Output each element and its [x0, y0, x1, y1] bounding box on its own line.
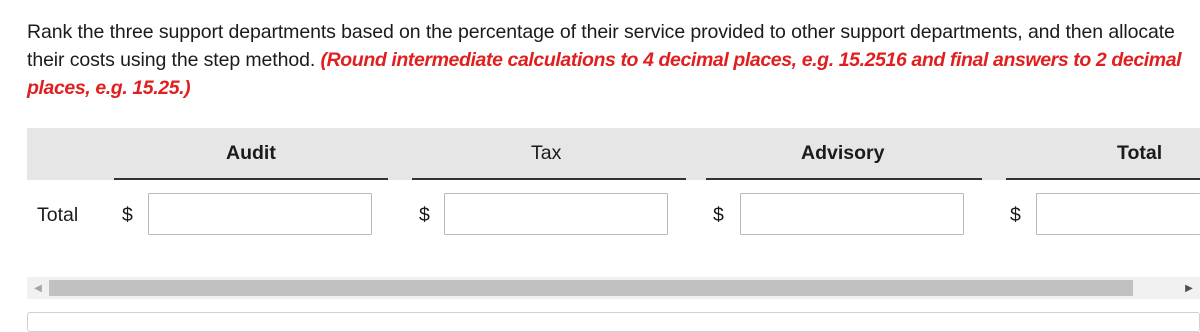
- table-header: [27, 128, 1200, 180]
- currency-symbol: $: [122, 204, 133, 226]
- audit-total-input[interactable]: [148, 193, 372, 235]
- column-header-audit: Audit: [226, 142, 276, 164]
- column-header-advisory: Advisory: [801, 142, 885, 164]
- grand-total-input[interactable]: [1036, 193, 1200, 235]
- advisory-total-input[interactable]: [740, 193, 964, 235]
- next-section-box: [27, 312, 1200, 332]
- triangle-left-icon[interactable]: ◀: [34, 282, 42, 294]
- column-rule-advisory: [706, 178, 982, 180]
- row-label-total: Total: [37, 204, 79, 226]
- tax-total-input[interactable]: [444, 193, 668, 235]
- horizontal-scrollbar[interactable]: [27, 277, 1200, 299]
- column-header-tax: Tax: [531, 142, 562, 164]
- instructions: [27, 18, 1187, 102]
- column-rule-total: [1006, 178, 1200, 180]
- column-rule-audit: [114, 178, 388, 180]
- column-header-total: Total: [1117, 142, 1163, 164]
- instructions-text: Rank the three support departments based on the percentage of their service provided to other support departments, and then allocate their costs using the step method.: [27, 21, 1175, 71]
- triangle-right-icon[interactable]: ▶: [1185, 282, 1193, 294]
- scrollbar-thumb[interactable]: [49, 280, 1133, 296]
- column-rule-tax: [412, 178, 686, 180]
- currency-symbol: $: [419, 204, 430, 226]
- rounding-note: (Round intermediate calculations to 4 decimal places, e.g. 15.2516 and final answers to 2 decimal places, e.g. 15.25.): [27, 49, 1182, 99]
- currency-symbol: $: [713, 204, 724, 226]
- currency-symbol: $: [1010, 204, 1021, 226]
